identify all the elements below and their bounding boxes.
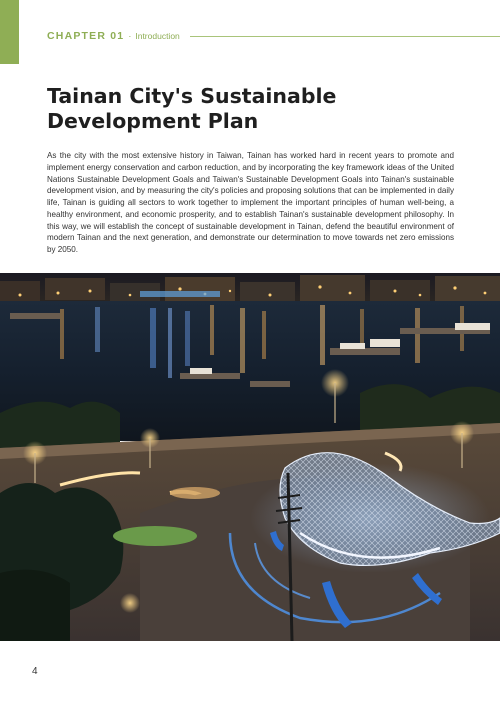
chapter-label: CHAPTER 01	[47, 30, 125, 42]
page-number: 4	[32, 666, 38, 677]
night-harbor-photo	[0, 273, 500, 641]
page-title: Tainan City's Sustainable Development Plan	[47, 84, 337, 133]
chapter-section-name: Introduction	[135, 31, 180, 41]
chapter-separator: ·	[128, 31, 132, 41]
chapter-color-tab	[0, 0, 19, 64]
header-rule	[190, 36, 500, 37]
body-paragraph: As the city with the most extensive history in Taiwan, Tainan has worked hard in recent years to promote and implement energy conservation and carbon reduction, and by incorporating the key framework ideas of the United Nations Sustainable Development Goals and Taiwan's Sustainable Development Goals into Tainan's sustainable development vision, and by measuring the city's policies and proposing solutions that can be implemented in daily life, Tainan is guiding all sectors to work together to implement the important principles of human well-being, a healthy environment, and economic prosperity, and to establish Tainan's sustainable development philosophy. In this way, we will establish the concept of sustainable development in Tainan, defend the beautiful environment of modern Tainan and the next generation, and demonstrate our determination to move towards net zero emissions by 2050.	[47, 151, 454, 254]
chapter-header	[47, 29, 500, 43]
